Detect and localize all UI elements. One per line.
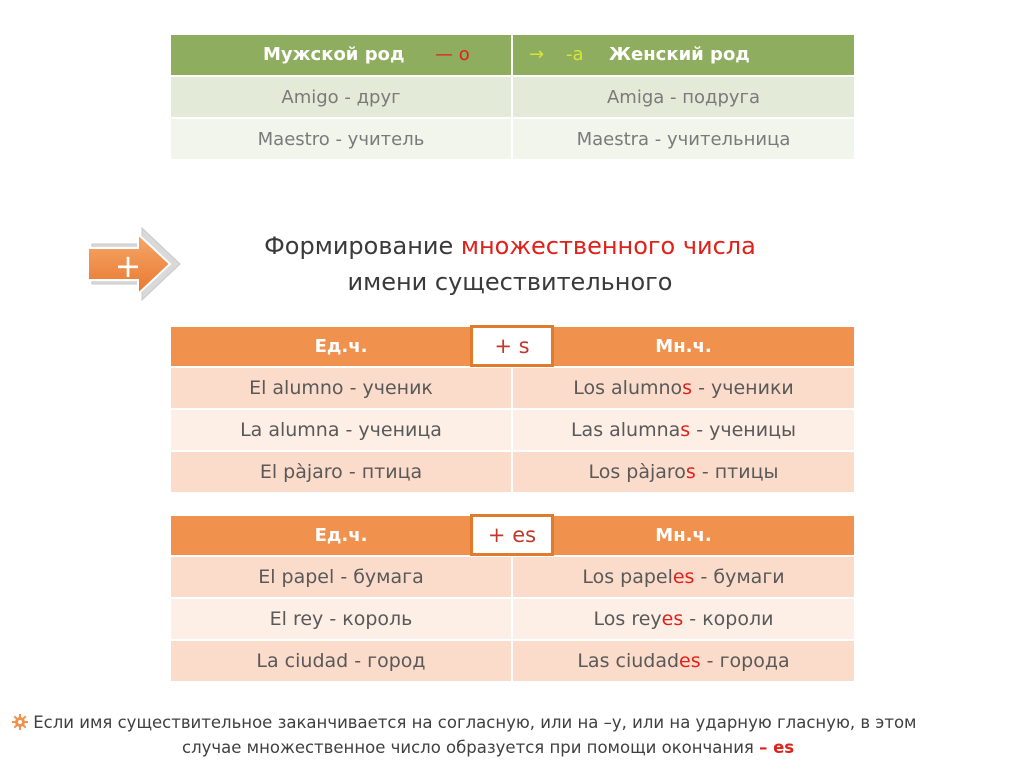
singular-cell: El papel - бумага: [171, 556, 512, 598]
plural-cell: Las alumnas - ученицы: [512, 409, 854, 451]
singular-cell: La ciudad - город: [171, 640, 512, 681]
singular-cell: El alumno - ученик: [171, 367, 512, 409]
gender-table: [171, 35, 854, 159]
masc-header-cell: [171, 35, 512, 76]
table-row: [171, 118, 854, 159]
masc-cell: Maestro - учитель: [171, 118, 512, 159]
plural-cell: Las ciudades - города: [512, 640, 854, 681]
masc-header: Мужской род: [263, 44, 405, 65]
fem-header: Женский род: [609, 44, 750, 65]
plus-s-badge: + s: [470, 325, 554, 367]
plural-cell: Los papeles - бумаги: [512, 556, 854, 598]
plural-cell: Los reyes - короли: [512, 598, 854, 640]
plus-es-badge: + es: [470, 514, 554, 556]
rule-note: [12, 710, 1012, 760]
arrow-right-icon: →: [529, 44, 545, 65]
singular-cell: El rey - король: [171, 598, 512, 640]
fem-cell: Maestra - учительница: [512, 118, 854, 159]
fem-ending: -а: [566, 44, 584, 65]
plus-symbol: +: [114, 247, 142, 285]
table-row: [171, 409, 854, 451]
table-row: [171, 76, 854, 118]
plural-header: Мн.ч.: [512, 327, 854, 367]
section-heading: [170, 228, 850, 300]
heading-line2: имени существительного: [347, 268, 673, 296]
table-row: [171, 367, 854, 409]
plural-header: Мн.ч.: [512, 516, 854, 556]
fem-cell: Amiga - подруга: [512, 76, 854, 118]
table-row: [171, 556, 854, 598]
note-line1: Если имя существительное заканчивается на согласную, или на –у, или на ударную гласную, в этом: [33, 713, 917, 732]
masc-cell: Amigo - друг: [171, 76, 512, 118]
singular-header: Ед.ч.: [171, 516, 512, 556]
table-row: [171, 598, 854, 640]
plus-arrow-icon: [84, 224, 184, 304]
table-row: [171, 640, 854, 681]
masc-ending: — о: [435, 44, 470, 65]
heading-text: Формирование: [264, 232, 461, 260]
gear-icon: [12, 714, 28, 730]
singular-header: Ед.ч.: [171, 327, 512, 367]
heading-highlight: множественного числа: [460, 232, 756, 260]
fem-header-cell: [512, 35, 854, 76]
note-ending: – es: [759, 738, 795, 757]
singular-cell: El pàjaro - птица: [171, 451, 512, 492]
table-row: [171, 451, 854, 492]
plural-cell: Los alumnos - ученики: [512, 367, 854, 409]
singular-cell: La alumna - ученица: [171, 409, 512, 451]
plural-cell: Los pàjaros - птицы: [512, 451, 854, 492]
note-line2: случае множественное число образуется при помощи окончания: [182, 738, 760, 757]
